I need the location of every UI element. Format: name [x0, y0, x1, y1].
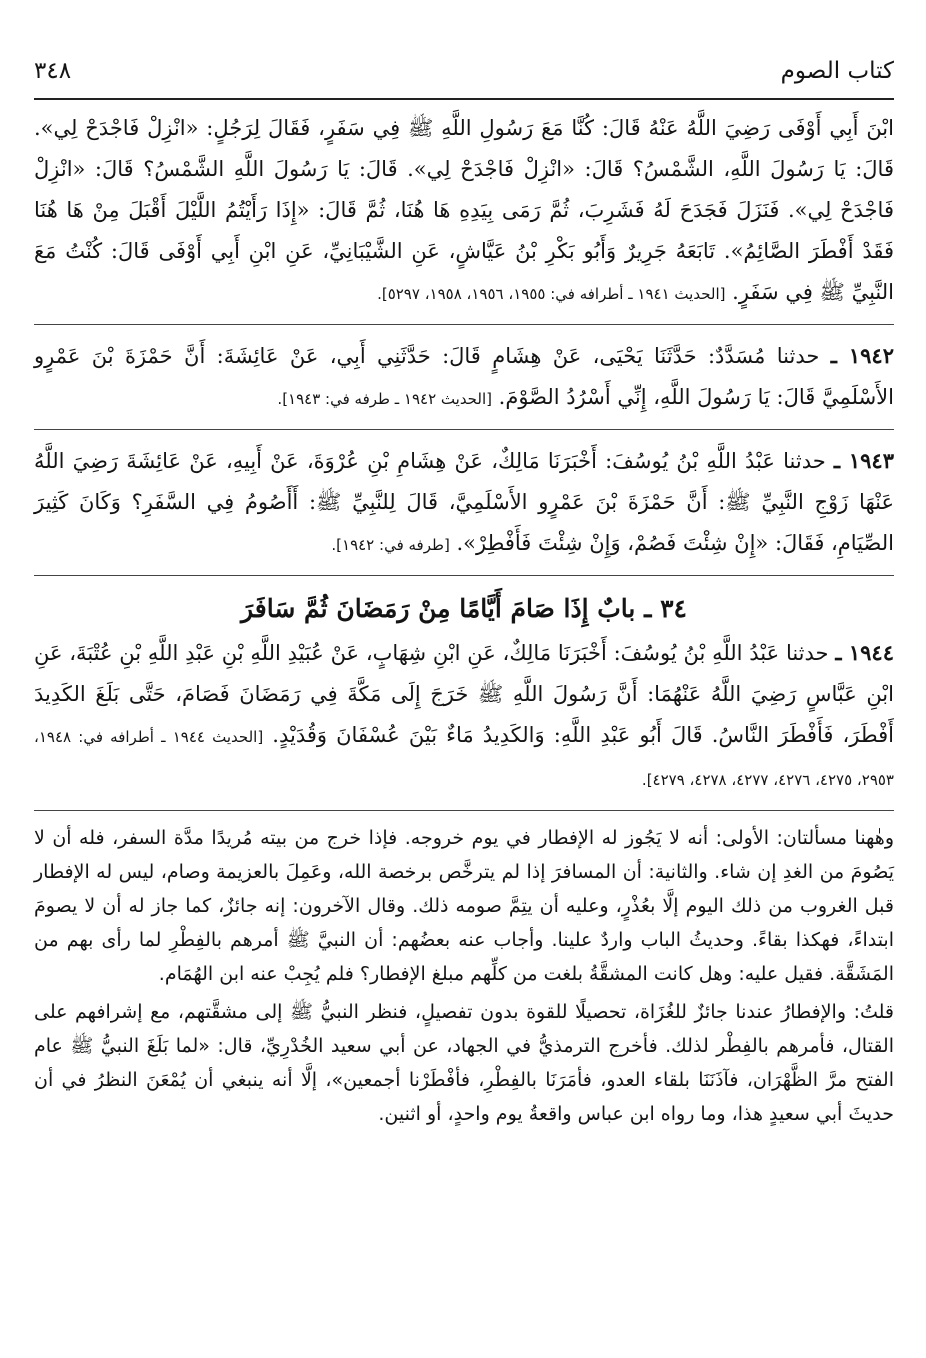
hadith-number: ١٩٤٤ ـ	[835, 640, 894, 665]
hadith-reference: [الحديث ١٩٤٤ ـ أطرافه في: ١٩٤٨، ٢٩٥٣، ٤٢٧٥، ٤٢٧٦، ٤٢٧٧، ٤٢٧٨، ٤٢٧٩].	[34, 728, 894, 789]
header-rule	[34, 98, 894, 100]
book-title: كتاب الصوم	[780, 58, 894, 84]
hadith-reference: [الحديث ١٩٤١ ـ أطرافه في: ١٩٥٥، ١٩٥٦، ١٩٥٨، ٥٢٩٧].	[377, 285, 726, 303]
hadith-reference: [الحديث ١٩٤٢ ـ طرفه في: ١٩٤٣].	[277, 390, 492, 408]
hadith-reference: [طرفه في: ١٩٤٢].	[331, 536, 450, 554]
hadith-1944	[34, 632, 894, 801]
page-number: ٣٤٨	[34, 58, 72, 84]
hadith-1943	[34, 440, 894, 566]
commentary-paragraph-1: وهٰهنا مسألتان: الأولى: أنه لا يَجُوز له الإفطار في يوم خروجه. فإذا خرج من بيته مُريدًا مدَّة السفر، فله أن لا يَصُومَ من الغدِ إن شاء. والثانية: أن المسافرَ إذا لم يترخَّص برخصة الله، وعَمِلَ بالعزيمة وصام، ليس له الإفطار قبل الغروب من ذلك اليوم إلَّا بعُذْرٍ، وعليه أن يتِمَّ صومه ذلك. وقال الآخرون: إنه جائزٌ، كما جاز له أن لا يصومَ ابتداءً، فهكذا بقاءً. وحديثُ الباب واردٌ علينا. وأجاب عنه بعضُهم: أن النبيَّ ﷺ أمرهم بالفِطْرِ لما رأى بهم من المَشَقَّة. فقيل عليه: وهل كانت المشقَّةُ بلغت من كلِّهم مبلغ الإفطار؟ فلم يُجِبْ عنه ابن الهُمَام.	[34, 827, 894, 985]
hadith-text: ابْنَ أَبِي أَوْفَى رَضِيَ اللَّهُ عَنْهُ قَالَ: كُنَّا مَعَ رَسُولِ اللَّهِ ﷺ فِي سَفَرٍ، فَقَالَ لِرَجُلٍ: «انْزِلْ فَاجْدَحْ لِي». قَالَ: يَا رَسُولَ اللَّهِ، الشَّمْسُ؟ قَالَ: «انْزِلْ فَاجْدَحْ لِي». قَالَ: يَا رَسُولَ اللَّهِ الشَّمْسُ؟ قَالَ: «انْزِلْ فَاجْدَحْ لِي». فَنَزَلَ فَجَدَحَ لَهُ فَشَرِبَ، ثُمَّ رَمَى بِيَدِهِ هَا هُنَا، ثُمَّ قَالَ: «إِذَا رَأَيْتُمُ اللَّيْلَ أَقْبَلَ مِنْ هَا هُنَا فَقَدْ أَفْطَرَ الصَّائِمُ». تَابَعَهُ جَرِيرٌ وَأَبُو بَكْرِ بْنُ عَيَّاشٍ، عَنِ الشَّيْبَانِيِّ، عَنِ ابْنِ أَبِي أَوْفَى قَالَ: كُنْتُ مَعَ النَّبِيِّ ﷺ فِي سَفَرٍ.	[34, 116, 894, 304]
section-divider	[34, 429, 894, 430]
hadith-1942	[34, 335, 894, 420]
hadith-number: ١٩٤٣ ـ	[833, 448, 894, 473]
book-page	[34, 58, 894, 1348]
hadith-text: حدثنا مُسَدَّدٌ: حَدَّثَنَا يَحْيَى، عَنْ هِشَامٍ قَالَ: حَدَّثَنِي أَبِي، عَنْ عَائِشَةَ: أَنَّ حَمْزَةَ بْنَ عَمْرٍو الأَسْلَمِيَّ قَالَ: يَا رَسُولَ اللَّهِ، إِنِّي أَسْرُدُ الصَّوْمَ.	[34, 344, 894, 409]
section-divider	[34, 575, 894, 576]
chapter-title: ٣٤ ـ بابٌ إِذَا صَامَ أَيَّامًا مِنْ رَمَضَانَ ثُمَّ سَافَرَ	[241, 594, 687, 623]
hadith-text: حدثنا عَبْدُ اللَّهِ بْنُ يُوسُفَ: أَخْبَرَنَا مَالِكٌ، عَنِ ابْنِ شِهَابٍ، عَنْ عُبَيْدِ اللَّهِ بْنِ عَبْدِ اللَّهِ بْنِ عُتْبَةَ، عَنِ ابْنِ عَبَّاسٍ رَضِيَ اللَّهُ عَنْهُمَا: أَنَّ رَسُولَ اللَّهِ ﷺ خَرَجَ إِلَى مَكَّةَ فِي رَمَضَانَ فَصَامَ، حَتَّى بَلَغَ الكَدِيدَ أَفْطَرَ، فَأَفْطَرَ النَّاسُ. قَالَ أَبُو عَبْدِ اللَّهِ: وَالكَدِيدُ مَاءٌ بَيْنَ عُسْفَانَ وَقُدَيْدٍ.	[34, 641, 894, 747]
hadith-text: حدثنا عَبْدُ اللَّهِ بْنُ يُوسُفَ: أَخْبَرَنَا مَالِكٌ، عَنْ هِشَامِ بْنِ عُرْوَةَ، عَنْ أَبِيهِ، عَنْ عَائِشَةَ رَضِيَ اللَّهُ عَنْهَا زَوْجِ النَّبِيِّ ﷺ: أَنَّ حَمْزَةَ بْنَ عَمْرٍو الأَسْلَمِيَّ، قَالَ لِلنَّبِيِّ ﷺ: أَأَصُومُ فِي السَّفَرِ؟ وَكَانَ كَثِيرَ الصِّيَامِ، فَقَالَ: «إِنْ شِئْتَ فَصُمْ، وَإِنْ شِئْتَ فَأَفْطِرْ».	[34, 449, 894, 555]
hadith-number: ١٩٤٢ ـ	[830, 343, 894, 368]
section-divider	[34, 324, 894, 325]
commentary-divider	[34, 810, 894, 811]
commentary-paragraph-2: قلتُ: والإفطارُ عندنا جائزٌ للغُزَاة، تحصيلًا للقوة بدون تفصيلٍ، فنظر النبيُّ ﷺ إلى مشقَّتهم، مع إشرافهم على القتال، فأمرهم بالفِطْر لذلك. فأخرج الترمذيُّ في الجهاد، عن أبي سعيد الخُدْرِيِّ، قال: «لما بَلَغَ النبيُّ ﷺ عام الفتح مرَّ الظَّهْرَان، فآذَنَنَا بلقاء العدو، فأمَرَنَا بالفِطْرِ، فأفْطَرْنا أجمعين»، إلَّا أنه ينبغي أن يُمْعَنَ النظرُ في أن حديثَ أبي سعيدٍ هذا، وما رواه ابن عباس واقعةُ يوم واحدٍ، أو اثنين.	[34, 1001, 894, 1125]
running-header	[34, 58, 894, 96]
hadith-1941	[34, 108, 894, 315]
